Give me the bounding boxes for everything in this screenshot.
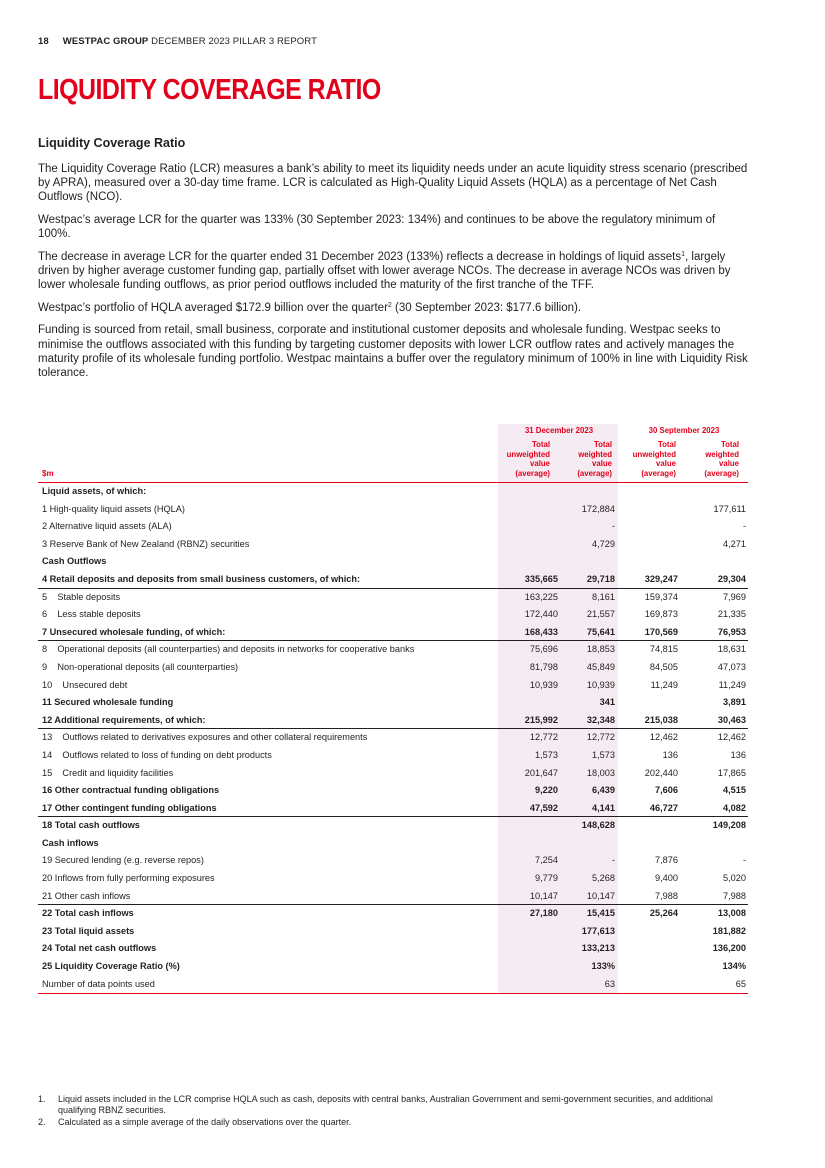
row-value: 75,696 (529, 644, 558, 655)
row-value: 10,939 (586, 679, 615, 690)
row-value: 45,849 (586, 661, 615, 672)
row-value: 10,939 (529, 679, 558, 690)
row-value: - (742, 521, 746, 532)
row-value: 149,208 (712, 820, 746, 831)
table-row (38, 782, 748, 800)
table-row (38, 940, 748, 958)
row-value: 168,433 (524, 626, 558, 637)
row-value: 46,727 (649, 802, 678, 813)
table-row (38, 518, 748, 536)
row-value: 21,557 (586, 609, 615, 620)
table-row (38, 817, 748, 835)
row-value: 17,865 (717, 767, 746, 778)
row-value: 136 (730, 749, 746, 760)
row-value: 172,884 (581, 503, 615, 514)
row-value: 7,876 (655, 855, 678, 866)
row-value: 27,180 (529, 908, 558, 919)
row-label: 19 Secured lending (e.g. reverse repos) (42, 855, 204, 866)
paragraph-3 (38, 250, 750, 293)
row-value: 4,729 (592, 538, 615, 549)
header-report: DECEMBER 2023 PILLAR 3 REPORT (151, 36, 317, 47)
row-value: 29,304 (717, 573, 746, 584)
row-value: 3,891 (723, 697, 746, 708)
table-row (38, 800, 748, 818)
table-row (38, 958, 748, 976)
table-row (38, 694, 748, 712)
col-header-sep-unweighted: Total unweighted value (average) (632, 440, 676, 478)
footnote (38, 1117, 738, 1128)
row-label: 22 Total cash inflows (42, 908, 134, 919)
row-value: 177,613 (581, 925, 615, 936)
row-value: 84,505 (649, 661, 678, 672)
table-row (38, 976, 748, 994)
row-value: 202,440 (644, 767, 678, 778)
row-label: 20 Inflows from fully performing exposures (42, 873, 215, 884)
row-value: 12,462 (649, 732, 678, 743)
paragraph-1: The Liquidity Coverage Ratio (LCR) measures a bank’s ability to meet its liquidity needs under an acute liquidity stress scenario (prescribed by APRA), measured over a 30-day time frame. LCR is calculated as High-Quality Liquid Assets (HQLA) as a percentage of Net Cash Outflows (NCO). (38, 163, 748, 204)
row-label: 1 High-quality liquid assets (HQLA) (42, 503, 185, 514)
paragraph-3-part-b: , largely driven by higher average customer funding gap, partially offset with lower average NCOs. The decrease in average NCOs was driven by lower wholesale funding outflows, as prior period outflows included the maturity of the first tranche of the TFF. (38, 250, 731, 292)
row-value: 9,779 (535, 873, 558, 884)
row-value: 7,988 (655, 890, 678, 901)
table-row (38, 659, 748, 677)
row-label: 25 Liquidity Coverage Ratio (%) (42, 961, 180, 972)
row-value: 10,147 (586, 890, 615, 901)
row-value: 159,374 (644, 591, 678, 602)
row-value: 4,141 (592, 802, 615, 813)
row-value: 4,271 (723, 538, 746, 549)
row-label: 11 Secured wholesale funding (42, 697, 174, 708)
row-value: 7,969 (723, 591, 746, 602)
row-label: 12 Additional requirements, of which: (42, 714, 206, 725)
row-label: Number of data points used (42, 978, 155, 989)
row-value: 12,772 (529, 732, 558, 743)
row-label: Liquid assets, of which: (42, 486, 147, 496)
table-row (38, 641, 748, 659)
row-value: 74,815 (649, 644, 678, 655)
paragraph-5: Funding is sourced from retail, small business, corporate and institutional customer deposits and wholesale funding. Westpac seeks to minimise the outflows associated with this funding by targeting customer deposits with lower LCR outflow rates and actively manages the maturity profile of its wholesale funding portfolio. Westpac maintains a buffer over the regulatory minimum of 100% in line with Liquidity Risk tolerance. (38, 324, 748, 379)
row-value: 65 (735, 978, 746, 989)
table-row (38, 729, 748, 747)
row-label: 18 Total cash outflows (42, 820, 140, 831)
row-label: 17 Other contingent funding obligations (42, 802, 217, 813)
table-header (38, 424, 748, 482)
row-value: 13,008 (717, 908, 746, 919)
row-value: 7,606 (655, 785, 678, 796)
table-row (38, 852, 748, 870)
section-title: Liquidity Coverage Ratio (38, 136, 186, 150)
row-value: 81,798 (529, 661, 558, 672)
row-label: 13 Outflows related to derivatives exposures and other collateral requirements (42, 732, 368, 743)
paragraph-4 (38, 301, 750, 315)
row-label: 3 Reserve Bank of New Zealand (RBNZ) securities (42, 538, 250, 549)
row-value: 76,953 (717, 626, 746, 637)
row-value: 4,082 (723, 802, 746, 813)
row-label: 14 Outflows related to loss of funding on debt products (42, 749, 272, 760)
row-value: 25,264 (649, 908, 678, 919)
row-label: 15 Credit and liquidity facilities (42, 767, 174, 778)
row-label: Cash Outflows (42, 556, 107, 567)
row-value: 63 (604, 978, 615, 989)
paragraph-3-part-a: The decrease in average LCR for the quarter ended 31 December 2023 (133%) reflects a decrease in holdings of liquid assets (38, 250, 682, 263)
row-value: 11,249 (650, 679, 678, 690)
row-value: 18,003 (586, 767, 615, 778)
table-row (38, 712, 748, 730)
row-value: 29,718 (586, 573, 615, 584)
row-value: 9,220 (535, 785, 558, 796)
table-row (38, 571, 748, 589)
row-value: 5,268 (592, 873, 615, 884)
row-label: 10 Unsecured debt (42, 679, 128, 690)
row-value: 335,665 (524, 573, 558, 584)
row-value: 15,415 (586, 908, 615, 919)
page-number: 18 (38, 36, 49, 47)
row-value: 47,592 (529, 802, 558, 813)
table-row (38, 765, 748, 783)
footnote-text: Liquid assets included in the LCR comprise HQLA such as cash, deposits with central banks, Australian Government and semi-government securities, and additional qualifying RBNZ securities. (58, 1094, 713, 1115)
lcr-table (38, 424, 748, 994)
row-value: 18,631 (717, 644, 746, 655)
row-value: 32,348 (586, 714, 615, 725)
row-value: - (611, 521, 615, 532)
row-value: 12,772 (586, 732, 615, 743)
row-label: 21 Other cash inflows (42, 890, 131, 901)
row-value: 11,249 (718, 679, 746, 690)
table-row (38, 501, 748, 519)
row-value: 21,335 (717, 609, 746, 620)
row-value: 4,515 (723, 785, 746, 796)
row-value: 341 (599, 697, 615, 708)
row-label: 5 Stable deposits (42, 591, 121, 602)
body-text (38, 162, 750, 389)
table-row (38, 923, 748, 941)
table-row (38, 589, 748, 607)
row-label: 8 Operational deposits (all counterparties) and deposits in networks for cooperative banks (42, 644, 415, 655)
group-header-dec-2023: 31 December 2023 (524, 426, 594, 435)
row-value: - (611, 855, 615, 866)
row-label: 9 Non-operational deposits (all counterparties) (42, 661, 239, 672)
row-label: Cash inflows (42, 837, 99, 848)
row-label: 2 Alternative liquid assets (ALA) (42, 521, 172, 532)
footnote-text: Calculated as a simple average of the daily observations over the quarter. (58, 1117, 352, 1127)
table-row (38, 888, 748, 906)
group-header-sep-2023: 30 September 2023 (648, 426, 720, 435)
row-value: 12,462 (717, 732, 746, 743)
footnote-ref-2: 2 (387, 301, 392, 309)
row-value: 170,569 (644, 626, 678, 637)
row-value: 163,225 (524, 591, 558, 602)
table-row (38, 606, 748, 624)
row-value: 169,873 (644, 609, 678, 620)
table-body (38, 483, 748, 993)
col-header-dec-weighted: Total weighted value (average) (577, 440, 612, 478)
row-value: 136,200 (712, 943, 746, 954)
row-value: 148,628 (581, 820, 615, 831)
row-value: 8,161 (592, 591, 615, 602)
row-value: 5,020 (723, 873, 746, 884)
paragraph-4-part-b: (30 September 2023: $177.6 billion). (391, 301, 582, 314)
row-value: 47,073 (717, 661, 746, 672)
footnote-ref-1: 1 (681, 250, 686, 258)
table-row (38, 905, 748, 923)
unit-label: $m (42, 469, 54, 478)
row-value: 6,439 (592, 785, 615, 796)
footnote (38, 1094, 738, 1116)
table-row (38, 747, 748, 765)
row-value: 201,647 (524, 767, 558, 778)
row-label: 4 Retail deposits and deposits from small business customers, of which: (42, 573, 361, 584)
row-value: 1,573 (592, 749, 615, 760)
table-end-rule (38, 993, 748, 994)
row-value: 215,992 (524, 714, 558, 725)
row-value: 9,400 (655, 873, 678, 884)
col-header-sep-weighted: Total weighted value (average) (704, 440, 739, 478)
row-value: 10,147 (529, 890, 558, 901)
row-label: 23 Total liquid assets (42, 925, 135, 936)
paragraph-4-part-a: Westpac’s portfolio of HQLA averaged $172.9 billion over the quarter (38, 301, 388, 314)
row-label: 6 Less stable deposits (42, 609, 141, 620)
col-header-dec-unweighted: Total unweighted value (average) (506, 440, 550, 478)
row-value: 1,573 (535, 749, 558, 760)
paragraph-2: Westpac’s average LCR for the quarter was 133% (30 September 2023: 134%) and continues to be above the regulatory minimum of 100%. (38, 214, 716, 241)
row-value: 177,611 (713, 503, 746, 514)
table-row (38, 677, 748, 695)
page-title: LIQUIDITY COVERAGE RATIO (38, 74, 381, 106)
table-row (38, 624, 748, 642)
row-value: 172,440 (524, 609, 558, 620)
footnote-number: 2. (38, 1117, 46, 1127)
row-value: 134% (722, 961, 746, 972)
row-label: 7 Unsecured wholesale funding, of which: (42, 626, 226, 637)
row-value: 181,882 (712, 925, 746, 936)
row-value: 215,038 (644, 714, 678, 725)
row-value: 329,247 (644, 573, 678, 584)
row-value: 18,853 (586, 644, 615, 655)
row-value: - (742, 855, 746, 866)
page-header (38, 36, 317, 47)
row-value: 133% (591, 961, 615, 972)
table-row (38, 835, 748, 853)
row-value: 7,988 (723, 890, 746, 901)
row-label: 16 Other contractual funding obligations (42, 785, 220, 796)
footnote-number: 1. (38, 1094, 46, 1104)
row-value: 75,641 (586, 626, 615, 637)
table-row (38, 483, 748, 501)
row-value: 133,213 (581, 943, 615, 954)
row-label: 24 Total net cash outflows (42, 943, 157, 954)
row-value: 136 (662, 749, 678, 760)
row-value: 30,463 (717, 714, 746, 725)
table-row (38, 870, 748, 888)
header-brand: WESTPAC GROUP (62, 36, 149, 47)
table-row (38, 536, 748, 554)
row-value: 7,254 (535, 855, 558, 866)
table-row (38, 553, 748, 571)
footnotes (38, 1094, 738, 1129)
